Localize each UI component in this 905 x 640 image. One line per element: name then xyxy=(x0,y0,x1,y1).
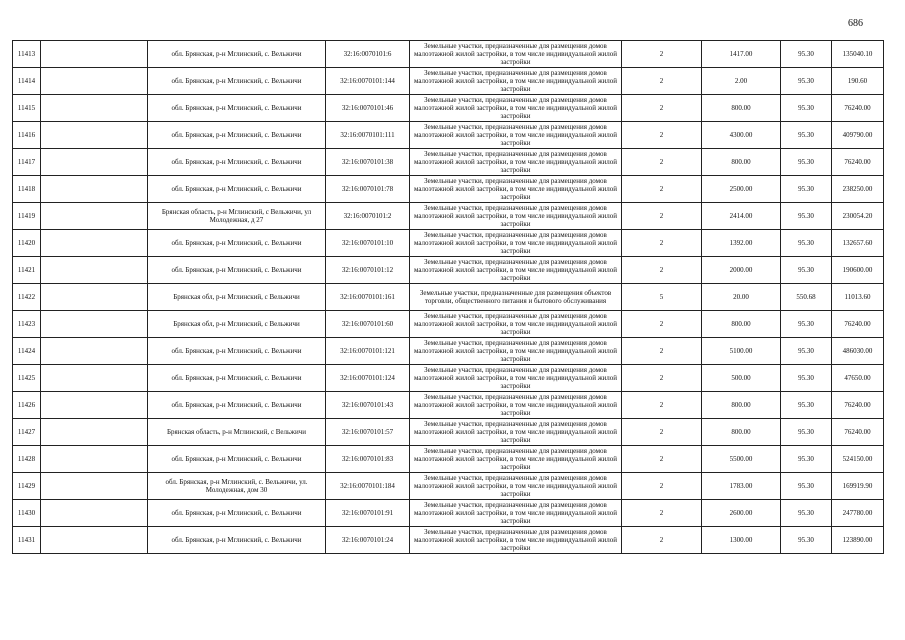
table-row xyxy=(13,230,884,257)
specific-value-cell: 95.30 xyxy=(781,230,832,257)
cadastral-value-cell: 190600.00 xyxy=(832,257,884,284)
specific-value-cell: 95.30 xyxy=(781,149,832,176)
specific-value-cell: 95.30 xyxy=(781,365,832,392)
row-number-cell: 11416 xyxy=(13,122,41,149)
cadastral-value-cell: 76240.00 xyxy=(832,392,884,419)
cadastral-value-cell: 11013.60 xyxy=(832,284,884,311)
cadastral-number-cell: 32:16:0070101:184 xyxy=(326,473,410,500)
table-row xyxy=(13,311,884,338)
cadastral-number-cell: 32:16:0070101:121 xyxy=(326,338,410,365)
purpose-group-cell: 2 xyxy=(622,122,702,149)
specific-value-cell: 95.30 xyxy=(781,41,832,68)
cadastral-value-cell: 524150.00 xyxy=(832,446,884,473)
specific-value-cell: 95.30 xyxy=(781,500,832,527)
area-cell: 800.00 xyxy=(702,419,781,446)
purpose-group-cell: 2 xyxy=(622,338,702,365)
specific-value-cell: 95.30 xyxy=(781,203,832,230)
cadastral-value-cell: 169919.90 xyxy=(832,473,884,500)
purpose-group-cell: 2 xyxy=(622,95,702,122)
cadastral-number-cell: 32:16:0070101:2 xyxy=(326,203,410,230)
address-cell: обл. Брянская, р-н Мглинский, с. Вельжичи xyxy=(148,149,326,176)
area-cell: 800.00 xyxy=(702,95,781,122)
table-body xyxy=(13,41,884,554)
row-number-cell: 11425 xyxy=(13,365,41,392)
table-row xyxy=(13,527,884,554)
area-cell: 20.00 xyxy=(702,284,781,311)
land-purpose-cell: Земельные участки, предназначенные для размещения домов малоэтажной жилой застройки, в том числе индивидуальной жилой застройки xyxy=(410,365,622,392)
area-cell: 2500.00 xyxy=(702,176,781,203)
cadastral-value-cell: 76240.00 xyxy=(832,95,884,122)
land-purpose-cell: Земельные участки, предназначенные для размещения объектов торговли, общественного питания и бытового обслуживания xyxy=(410,284,622,311)
area-cell: 5500.00 xyxy=(702,446,781,473)
empty-cell xyxy=(41,122,148,149)
area-cell: 2000.00 xyxy=(702,257,781,284)
address-cell: обл. Брянская, р-н Мглинский, с. Вельжичи xyxy=(148,122,326,149)
purpose-group-cell: 2 xyxy=(622,446,702,473)
row-number-cell: 11431 xyxy=(13,527,41,554)
table-row xyxy=(13,500,884,527)
area-cell: 2600.00 xyxy=(702,500,781,527)
land-purpose-cell: Земельные участки, предназначенные для размещения домов малоэтажной жилой застройки, в том числе индивидуальной жилой застройки xyxy=(410,230,622,257)
empty-cell xyxy=(41,500,148,527)
table-row xyxy=(13,176,884,203)
specific-value-cell: 95.30 xyxy=(781,419,832,446)
land-purpose-cell: Земельные участки, предназначенные для размещения домов малоэтажной жилой застройки, в том числе индивидуальной жилой застройки xyxy=(410,68,622,95)
area-cell: 800.00 xyxy=(702,149,781,176)
purpose-group-cell: 2 xyxy=(622,68,702,95)
cadastral-number-cell: 32:16:0070101:10 xyxy=(326,230,410,257)
empty-cell xyxy=(41,203,148,230)
table-row xyxy=(13,473,884,500)
purpose-group-cell: 2 xyxy=(622,500,702,527)
land-purpose-cell: Земельные участки, предназначенные для размещения домов малоэтажной жилой застройки, в том числе индивидуальной жилой застройки xyxy=(410,419,622,446)
address-cell: Брянская область, р-н Мглинский, с Вельжичи xyxy=(148,419,326,446)
address-cell: обл. Брянская, р-н Мглинский, с. Вельжичи xyxy=(148,68,326,95)
address-cell: обл. Брянская, р-н Мглинский, с. Вельжичи xyxy=(148,230,326,257)
specific-value-cell: 95.30 xyxy=(781,176,832,203)
address-cell: обл. Брянская, р-н Мглинский, с. Вельжичи xyxy=(148,446,326,473)
cadastral-number-cell: 32:16:0070101:83 xyxy=(326,446,410,473)
empty-cell xyxy=(41,257,148,284)
cadastral-value-cell: 230054.20 xyxy=(832,203,884,230)
empty-cell xyxy=(41,473,148,500)
specific-value-cell: 95.30 xyxy=(781,446,832,473)
specific-value-cell: 95.30 xyxy=(781,68,832,95)
purpose-group-cell: 2 xyxy=(622,311,702,338)
empty-cell xyxy=(41,311,148,338)
land-purpose-cell: Земельные участки, предназначенные для размещения домов малоэтажной жилой застройки, в том числе индивидуальной жилой застройки xyxy=(410,203,622,230)
row-number-cell: 11421 xyxy=(13,257,41,284)
purpose-group-cell: 5 xyxy=(622,284,702,311)
cadastral-value-table xyxy=(12,40,884,554)
area-cell: 4300.00 xyxy=(702,122,781,149)
empty-cell xyxy=(41,176,148,203)
table-row xyxy=(13,338,884,365)
page-number: 686 xyxy=(848,18,863,29)
land-purpose-cell: Земельные участки, предназначенные для размещения домов малоэтажной жилой застройки, в том числе индивидуальной жилой застройки xyxy=(410,41,622,68)
table-row xyxy=(13,365,884,392)
empty-cell xyxy=(41,284,148,311)
cadastral-number-cell: 32:16:0070101:111 xyxy=(326,122,410,149)
address-cell: обл. Брянская, р-н Мглинский, с. Вельжичи xyxy=(148,257,326,284)
table-row xyxy=(13,203,884,230)
purpose-group-cell: 2 xyxy=(622,473,702,500)
specific-value-cell: 95.30 xyxy=(781,473,832,500)
cadastral-value-cell: 409790.00 xyxy=(832,122,884,149)
row-number-cell: 11428 xyxy=(13,446,41,473)
table-row xyxy=(13,122,884,149)
address-cell: Брянская обл, р-н Мглинский, с Вельжичи xyxy=(148,284,326,311)
cadastral-value-cell: 132657.60 xyxy=(832,230,884,257)
specific-value-cell: 95.30 xyxy=(781,311,832,338)
cadastral-number-cell: 32:16:0070101:46 xyxy=(326,95,410,122)
empty-cell xyxy=(41,338,148,365)
row-number-cell: 11426 xyxy=(13,392,41,419)
purpose-group-cell: 2 xyxy=(622,257,702,284)
cadastral-value-cell: 486030.00 xyxy=(832,338,884,365)
row-number-cell: 11423 xyxy=(13,311,41,338)
row-number-cell: 11429 xyxy=(13,473,41,500)
area-cell: 2.00 xyxy=(702,68,781,95)
cadastral-number-cell: 32:16:0070101:57 xyxy=(326,419,410,446)
purpose-group-cell: 2 xyxy=(622,527,702,554)
empty-cell xyxy=(41,95,148,122)
area-cell: 1783.00 xyxy=(702,473,781,500)
cadastral-number-cell: 32:16:0070101:43 xyxy=(326,392,410,419)
empty-cell xyxy=(41,392,148,419)
specific-value-cell: 95.30 xyxy=(781,392,832,419)
purpose-group-cell: 2 xyxy=(622,392,702,419)
cadastral-number-cell: 32:16:0070101:161 xyxy=(326,284,410,311)
table-row xyxy=(13,95,884,122)
cadastral-number-cell: 32:16:0070101:38 xyxy=(326,149,410,176)
cadastral-value-cell: 247780.00 xyxy=(832,500,884,527)
row-number-cell: 11430 xyxy=(13,500,41,527)
empty-cell xyxy=(41,365,148,392)
purpose-group-cell: 2 xyxy=(622,203,702,230)
area-cell: 800.00 xyxy=(702,311,781,338)
address-cell: обл. Брянская, р-н Мглинский, с. Вельжичи xyxy=(148,500,326,527)
table-row xyxy=(13,41,884,68)
address-cell: обл. Брянская, р-н Мглинский, с. Вельжичи xyxy=(148,95,326,122)
address-cell: обл. Брянская, р-н Мглинский, с. Вельжичи xyxy=(148,338,326,365)
row-number-cell: 11413 xyxy=(13,41,41,68)
cadastral-number-cell: 32:16:0070101:91 xyxy=(326,500,410,527)
address-cell: обл. Брянская, р-н Мглинский, с. Вельжичи, ул. Молодежная, дом 30 xyxy=(148,473,326,500)
empty-cell xyxy=(41,149,148,176)
cadastral-value-cell: 190.60 xyxy=(832,68,884,95)
land-purpose-cell: Земельные участки, предназначенные для размещения домов малоэтажной жилой застройки, в том числе индивидуальной жилой застройки xyxy=(410,527,622,554)
row-number-cell: 11420 xyxy=(13,230,41,257)
empty-cell xyxy=(41,230,148,257)
row-number-cell: 11414 xyxy=(13,68,41,95)
area-cell: 1392.00 xyxy=(702,230,781,257)
specific-value-cell: 550.68 xyxy=(781,284,832,311)
land-purpose-cell: Земельные участки, предназначенные для размещения домов малоэтажной жилой застройки, в том числе индивидуальной жилой застройки xyxy=(410,446,622,473)
area-cell: 500.00 xyxy=(702,365,781,392)
land-purpose-cell: Земельные участки, предназначенные для размещения домов малоэтажной жилой застройки, в том числе индивидуальной жилой застройки xyxy=(410,392,622,419)
land-purpose-cell: Земельные участки, предназначенные для размещения домов малоэтажной жилой застройки, в том числе индивидуальной жилой застройки xyxy=(410,149,622,176)
land-purpose-cell: Земельные участки, предназначенные для размещения домов малоэтажной жилой застройки, в том числе индивидуальной жилой застройки xyxy=(410,473,622,500)
area-cell: 1300.00 xyxy=(702,527,781,554)
purpose-group-cell: 2 xyxy=(622,365,702,392)
land-purpose-cell: Земельные участки, предназначенные для размещения домов малоэтажной жилой застройки, в том числе индивидуальной жилой застройки xyxy=(410,257,622,284)
specific-value-cell: 95.30 xyxy=(781,95,832,122)
row-number-cell: 11419 xyxy=(13,203,41,230)
purpose-group-cell: 2 xyxy=(622,41,702,68)
empty-cell xyxy=(41,419,148,446)
cadastral-number-cell: 32:16:0070101:60 xyxy=(326,311,410,338)
address-cell: обл. Брянская, р-н Мглинский, с. Вельжичи xyxy=(148,392,326,419)
row-number-cell: 11424 xyxy=(13,338,41,365)
purpose-group-cell: 2 xyxy=(622,176,702,203)
cadastral-value-cell: 238250.00 xyxy=(832,176,884,203)
area-cell: 2414.00 xyxy=(702,203,781,230)
specific-value-cell: 95.30 xyxy=(781,338,832,365)
cadastral-number-cell: 32:16:0070101:144 xyxy=(326,68,410,95)
empty-cell xyxy=(41,446,148,473)
address-cell: обл. Брянская, р-н Мглинский, с. Вельжичи xyxy=(148,527,326,554)
area-cell: 1417.00 xyxy=(702,41,781,68)
purpose-group-cell: 2 xyxy=(622,419,702,446)
cadastral-number-cell: 32:16:0070101:12 xyxy=(326,257,410,284)
cadastral-value-cell: 76240.00 xyxy=(832,311,884,338)
land-purpose-cell: Земельные участки, предназначенные для размещения домов малоэтажной жилой застройки, в том числе индивидуальной жилой застройки xyxy=(410,338,622,365)
cadastral-number-cell: 32:16:0070101:78 xyxy=(326,176,410,203)
address-cell: обл. Брянская, р-н Мглинский, с. Вельжичи xyxy=(148,41,326,68)
address-cell: Брянская область, р-н Мглинский, с Вельжичи, ул Молодежная, д 27 xyxy=(148,203,326,230)
area-cell: 800.00 xyxy=(702,392,781,419)
row-number-cell: 11427 xyxy=(13,419,41,446)
land-purpose-cell: Земельные участки, предназначенные для размещения домов малоэтажной жилой застройки, в том числе индивидуальной жилой застройки xyxy=(410,95,622,122)
table-row xyxy=(13,68,884,95)
table-row xyxy=(13,392,884,419)
address-cell: Брянская обл, р-н Мглинский, с Вельжичи xyxy=(148,311,326,338)
empty-cell xyxy=(41,41,148,68)
row-number-cell: 11417 xyxy=(13,149,41,176)
cadastral-value-cell: 76240.00 xyxy=(832,419,884,446)
table-row xyxy=(13,419,884,446)
land-purpose-cell: Земельные участки, предназначенные для размещения домов малоэтажной жилой застройки, в том числе индивидуальной жилой застройки xyxy=(410,311,622,338)
cadastral-value-cell: 135040.10 xyxy=(832,41,884,68)
land-purpose-cell: Земельные участки, предназначенные для размещения домов малоэтажной жилой застройки, в том числе индивидуальной жилой застройки xyxy=(410,122,622,149)
specific-value-cell: 95.30 xyxy=(781,257,832,284)
cadastral-value-cell: 47650.00 xyxy=(832,365,884,392)
empty-cell xyxy=(41,527,148,554)
cadastral-value-cell: 123890.00 xyxy=(832,527,884,554)
purpose-group-cell: 2 xyxy=(622,230,702,257)
table-row xyxy=(13,284,884,311)
cadastral-value-cell: 76240.00 xyxy=(832,149,884,176)
row-number-cell: 11415 xyxy=(13,95,41,122)
specific-value-cell: 95.30 xyxy=(781,122,832,149)
purpose-group-cell: 2 xyxy=(622,149,702,176)
table-row xyxy=(13,257,884,284)
cadastral-number-cell: 32:16:0070101:124 xyxy=(326,365,410,392)
specific-value-cell: 95.30 xyxy=(781,527,832,554)
address-cell: обл. Брянская, р-н Мглинский, с. Вельжичи xyxy=(148,176,326,203)
land-purpose-cell: Земельные участки, предназначенные для размещения домов малоэтажной жилой застройки, в том числе индивидуальной жилой застройки xyxy=(410,176,622,203)
area-cell: 5100.00 xyxy=(702,338,781,365)
address-cell: обл. Брянская, р-н Мглинский, с. Вельжичи xyxy=(148,365,326,392)
table-row xyxy=(13,446,884,473)
land-purpose-cell: Земельные участки, предназначенные для размещения домов малоэтажной жилой застройки, в том числе индивидуальной жилой застройки xyxy=(410,500,622,527)
row-number-cell: 11422 xyxy=(13,284,41,311)
empty-cell xyxy=(41,68,148,95)
row-number-cell: 11418 xyxy=(13,176,41,203)
table-row xyxy=(13,149,884,176)
cadastral-number-cell: 32:16:0070101:6 xyxy=(326,41,410,68)
cadastral-number-cell: 32:16:0070101:24 xyxy=(326,527,410,554)
